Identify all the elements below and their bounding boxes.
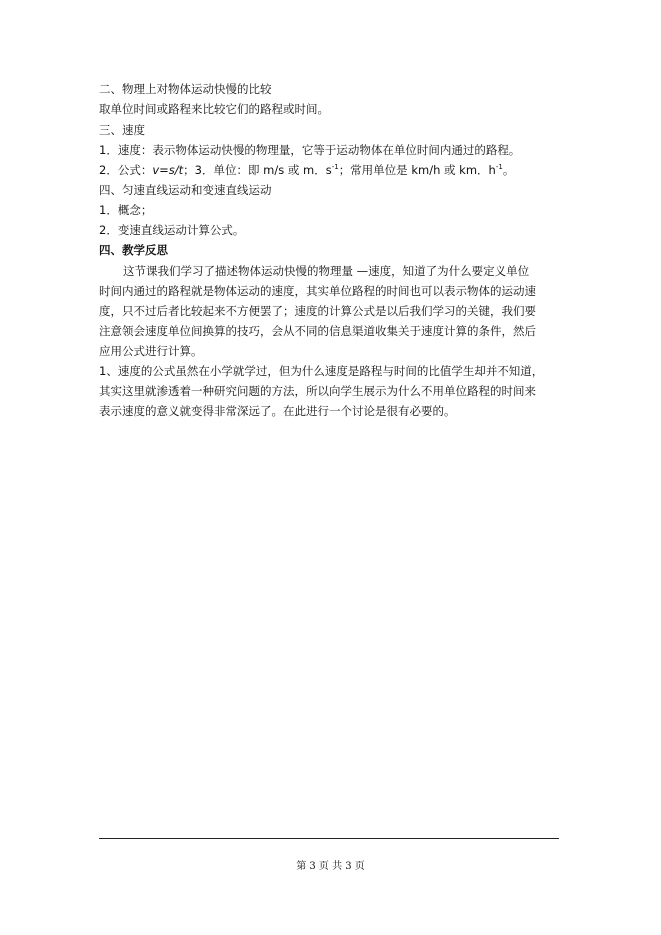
footer-divider (99, 838, 559, 839)
speed-formula: v=s/t (152, 163, 184, 177)
reflection-paragraph-line-2: 时间内通过的路程就是物体运动的速度，其实单位路程的时间也可以表示物体的运动速 (99, 284, 536, 298)
reflection-paragraph-line-1: 这节课我们学习了描述物体运动快慢的物理量 —速度，知道了为什么要定义单位 (123, 264, 530, 278)
common-unit-text: ；常用单位是 km/h 或 km．h (338, 163, 496, 177)
unit-exponent: -1 (331, 163, 339, 172)
reflection-paragraph-line-5: 应用公式进行计算。 (99, 344, 203, 358)
formula-prefix: 2．公式： (99, 163, 153, 177)
reflection-point-1-line-2: 其实这里就渗透着一种研究问题的方法，所以向学生展示为什么不用单位路程的时间来 (99, 384, 536, 398)
motion-item-formula: 2．变速直线运动计算公式。 (99, 223, 245, 237)
reflection-paragraph-line-4: 注意领会速度单位间换算的技巧，会从不同的信息渠道收集关于速度计算的条件，然后 (99, 324, 536, 338)
common-unit-exponent: -1 (495, 163, 503, 172)
speed-formula-line (99, 161, 569, 180)
section-heading-motion: 四、匀速直线运动和变速直线运动 (99, 183, 272, 197)
reflection-point-1-line-1: 1、速度的公式虽然在小学就学过，但为什么速度是路程与时间的比值学生却并不知道， (99, 364, 544, 378)
section-heading-reflection: 四、教学反思 (99, 243, 168, 257)
unit-text: ；3．单位：即 m/s 或 m．s (183, 163, 332, 177)
section-heading-speed: 三、速度 (99, 123, 145, 137)
reflection-paragraph-line-3: 度，只不过后者比较起来不方便罢了；速度的计算公式是以后我们学习的关键，我们要 (99, 304, 536, 318)
reflection-point-1-line-3: 表示速度的意义就变得非常深远了。在此进行一个讨论是很有必要的。 (99, 404, 456, 418)
speed-definition: 1．速度：表示物体运动快慢的物理量，它等于运动物体在单位时间内通过的路程。 (99, 143, 521, 157)
section-heading-comparison: 二、物理上对物体运动快慢的比较 (99, 82, 272, 96)
comparison-text: 取单位时间或路程来比较它们的路程或时间。 (99, 102, 329, 116)
period: 。 (502, 163, 515, 177)
motion-item-concept: 1．概念； (99, 203, 153, 217)
page-number: 第 3 页 共 3 页 (296, 861, 365, 872)
